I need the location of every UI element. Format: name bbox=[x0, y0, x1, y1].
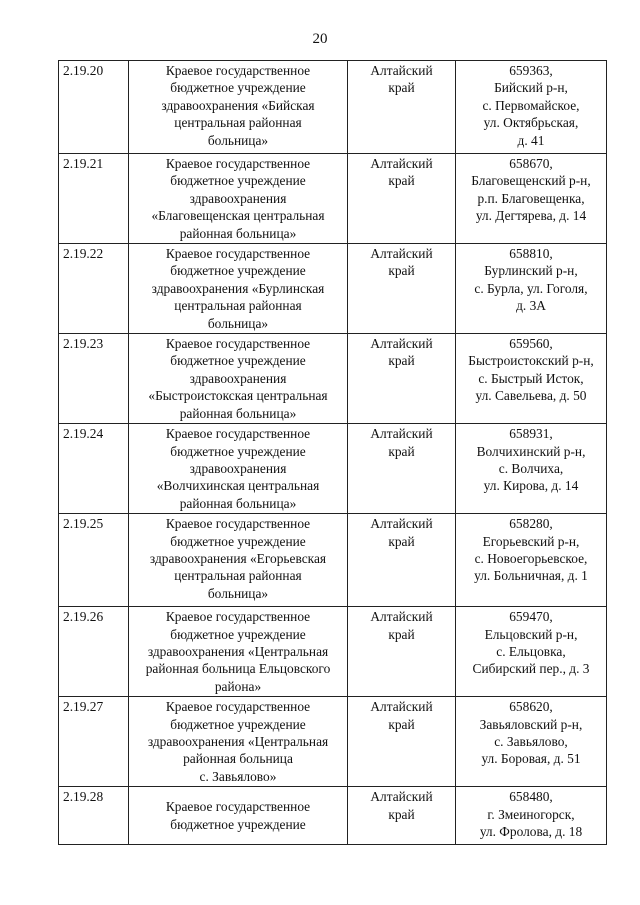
institution-name-line: бюджетное учреждение bbox=[170, 263, 306, 279]
institution-name bbox=[129, 607, 348, 697]
institution-name-line: района» bbox=[214, 678, 262, 694]
institution-name-line: районная больница Ельцовского bbox=[145, 661, 331, 677]
region-line: Алтайский bbox=[370, 516, 433, 532]
address-line: с. Завьялово, bbox=[494, 733, 568, 749]
institution-name-line: Краевое государственное bbox=[165, 799, 311, 815]
address-line: с. Волчиха, bbox=[498, 460, 564, 476]
address-line: ул. Фролова, д. 18 bbox=[479, 824, 583, 839]
region-line: край bbox=[388, 263, 415, 279]
institution-name-line: здравоохранения bbox=[189, 190, 287, 206]
institution-name-line: Краевое государственное bbox=[165, 63, 311, 78]
institution-name bbox=[129, 334, 348, 424]
address bbox=[456, 787, 607, 845]
row-number: 2.19.25 bbox=[59, 514, 129, 607]
institution-name bbox=[129, 154, 348, 244]
institution-name-line: здравоохранения bbox=[189, 370, 287, 386]
row-number: 2.19.26 bbox=[59, 607, 129, 697]
region-line: край bbox=[388, 80, 415, 96]
table-row bbox=[59, 607, 607, 697]
region-line: Алтайский bbox=[370, 609, 433, 625]
institution-name-line: здравоохранения «Бийская bbox=[161, 97, 315, 113]
address-line: с. Новоегорьевское, bbox=[474, 550, 588, 566]
institution-name-line: больница» bbox=[207, 132, 269, 148]
region bbox=[348, 334, 456, 424]
page-number: 20 bbox=[312, 31, 328, 47]
institution-name-line: бюджетное учреждение bbox=[170, 353, 306, 369]
institution-name-line: бюджетное учреждение bbox=[170, 173, 306, 189]
region bbox=[348, 514, 456, 607]
row-number: 2.19.28 bbox=[59, 787, 129, 845]
address-line: с. Ельцовка, bbox=[496, 643, 566, 659]
region-line: Алтайский bbox=[370, 426, 433, 442]
address-line: с. Первомайское, bbox=[482, 97, 580, 113]
address-line: Быстроистокский р-н, bbox=[468, 353, 594, 369]
row-number: 2.19.24 bbox=[59, 424, 129, 514]
address-line: ул. Дегтярева, д. 14 bbox=[475, 208, 587, 224]
institution-name-line: бюджетное учреждение bbox=[170, 443, 306, 459]
institution-name bbox=[129, 697, 348, 787]
address-line: Завьяловский р-н, bbox=[479, 716, 583, 732]
institution-name-line: центральная районная bbox=[174, 115, 302, 131]
address-line: Благовещенский р-н, bbox=[471, 173, 591, 189]
address-line: Бурлинский р-н, bbox=[484, 263, 578, 279]
table-row bbox=[59, 514, 607, 607]
region-line: Алтайский bbox=[370, 699, 433, 715]
region-line: край bbox=[388, 716, 415, 732]
address-line: д. 41 bbox=[517, 132, 545, 148]
address-line: 659560, bbox=[509, 336, 553, 352]
institution-name-line: с. Завьялово» bbox=[199, 768, 277, 784]
region-line: Алтайский bbox=[370, 336, 433, 352]
table-row bbox=[59, 697, 607, 787]
address-line: 658620, bbox=[509, 699, 553, 715]
row-number: 2.19.20 bbox=[59, 61, 129, 154]
address bbox=[456, 514, 607, 607]
address-line: Сибирский пер., д. 3 bbox=[472, 661, 590, 677]
address-line: р.п. Благовещенка, bbox=[477, 190, 585, 206]
region-line: Алтайский bbox=[370, 789, 433, 805]
region-line: Алтайский bbox=[370, 156, 433, 171]
institution-name-line: Краевое государственное bbox=[165, 426, 311, 442]
region-line: край bbox=[388, 173, 415, 189]
address-line: ул. Савельева, д. 50 bbox=[475, 388, 587, 404]
region-line: Алтайский bbox=[370, 246, 433, 262]
institution-name-line: центральная районная bbox=[174, 298, 302, 314]
region-line: край bbox=[388, 806, 415, 822]
institution-name bbox=[129, 244, 348, 334]
institution-name-line: здравоохранения «Егорьевская bbox=[149, 550, 327, 566]
address-line: Егорьевский р-н, bbox=[482, 533, 580, 549]
institution-name-line: районная больница» bbox=[179, 405, 297, 421]
institution-name-line: бюджетное учреждение bbox=[170, 626, 306, 642]
address-line: ул. Больничная, д. 1 bbox=[474, 568, 588, 584]
row-number: 2.19.22 bbox=[59, 244, 129, 334]
table-row bbox=[59, 154, 607, 244]
institution-name-line: здравоохранения «Центральная bbox=[147, 643, 329, 659]
table-row bbox=[59, 61, 607, 154]
institution-name-line: бюджетное учреждение bbox=[170, 716, 306, 732]
institution-name-line: «Быстроистокская центральная bbox=[148, 388, 328, 404]
address-line: 658810, bbox=[509, 246, 553, 262]
region-line: край bbox=[388, 443, 415, 459]
address-line: с. Быстрый Исток, bbox=[478, 370, 584, 386]
address bbox=[456, 697, 607, 787]
region-line: край bbox=[388, 353, 415, 369]
region bbox=[348, 244, 456, 334]
region bbox=[348, 424, 456, 514]
institution-name-line: Краевое государственное bbox=[165, 699, 311, 715]
address-line: 658480, bbox=[509, 789, 553, 805]
address bbox=[456, 244, 607, 334]
address-line: Бийский р-н, bbox=[494, 80, 568, 96]
region bbox=[348, 154, 456, 244]
institution-name-line: здравоохранения bbox=[189, 460, 287, 476]
region-line: край bbox=[388, 533, 415, 549]
address bbox=[456, 424, 607, 514]
address-line: ул. Октябрьская, bbox=[483, 115, 579, 131]
institution-name-line: Краевое государственное bbox=[165, 246, 311, 262]
table-row bbox=[59, 334, 607, 424]
institution-name-line: районная больница bbox=[183, 751, 293, 767]
table-row bbox=[59, 424, 607, 514]
institution-name-line: районная больница» bbox=[179, 495, 297, 511]
address-line: Волчихинский р-н, bbox=[476, 443, 586, 459]
address-line: с. Бурла, ул. Гоголя, bbox=[474, 280, 588, 296]
region bbox=[348, 61, 456, 154]
address-line: 658280, bbox=[509, 516, 553, 532]
address-line: 658931, bbox=[509, 426, 553, 442]
institution-name-line: Краевое государственное bbox=[165, 609, 311, 625]
address bbox=[456, 607, 607, 697]
institution-name-line: «Благовещенская центральная bbox=[151, 208, 325, 224]
institution-name-line: бюджетное учреждение bbox=[170, 533, 306, 549]
institution-name-line: больница» bbox=[207, 315, 269, 331]
institution-name-line: Краевое государственное bbox=[165, 156, 311, 171]
institution-name-line: больница» bbox=[207, 585, 269, 601]
region-line: Алтайский bbox=[370, 63, 433, 78]
row-number: 2.19.21 bbox=[59, 154, 129, 244]
address-line: 659470, bbox=[509, 609, 553, 625]
institution-name-line: Краевое государственное bbox=[165, 336, 311, 352]
row-number: 2.19.23 bbox=[59, 334, 129, 424]
address bbox=[456, 61, 607, 154]
institution-name bbox=[129, 424, 348, 514]
address-line: 659363, bbox=[509, 63, 553, 78]
address-line: ул. Боровая, д. 51 bbox=[481, 751, 581, 767]
region bbox=[348, 697, 456, 787]
table-row bbox=[59, 787, 607, 845]
institution-name bbox=[129, 61, 348, 154]
institution-name-line: бюджетное учреждение bbox=[170, 816, 306, 832]
institution-name-line: здравоохранения «Центральная bbox=[147, 733, 329, 749]
institution-name-line: Краевое государственное bbox=[165, 516, 311, 532]
institution-name-line: здравоохранения «Бурлинская bbox=[151, 280, 325, 296]
address bbox=[456, 154, 607, 244]
registry-table bbox=[58, 60, 607, 845]
institution-name-line: районная больница» bbox=[179, 225, 297, 241]
address-line: д. 3А bbox=[516, 298, 546, 314]
institution-name-line: «Волчихинская центральная bbox=[156, 478, 320, 494]
address-line: ул. Кирова, д. 14 bbox=[483, 478, 579, 494]
region bbox=[348, 787, 456, 845]
address bbox=[456, 334, 607, 424]
institution-name-line: бюджетное учреждение bbox=[170, 80, 306, 96]
institution-name bbox=[129, 787, 348, 845]
registry-table-body bbox=[59, 61, 607, 845]
address-line: 658670, bbox=[509, 156, 553, 171]
institution-name-line: центральная районная bbox=[174, 568, 302, 584]
table-row bbox=[59, 244, 607, 334]
region-line: край bbox=[388, 626, 415, 642]
address-line: Ельцовский р-н, bbox=[484, 626, 578, 642]
row-number: 2.19.27 bbox=[59, 697, 129, 787]
institution-name bbox=[129, 514, 348, 607]
region bbox=[348, 607, 456, 697]
address-line: г. Змеиногорск, bbox=[487, 806, 575, 822]
